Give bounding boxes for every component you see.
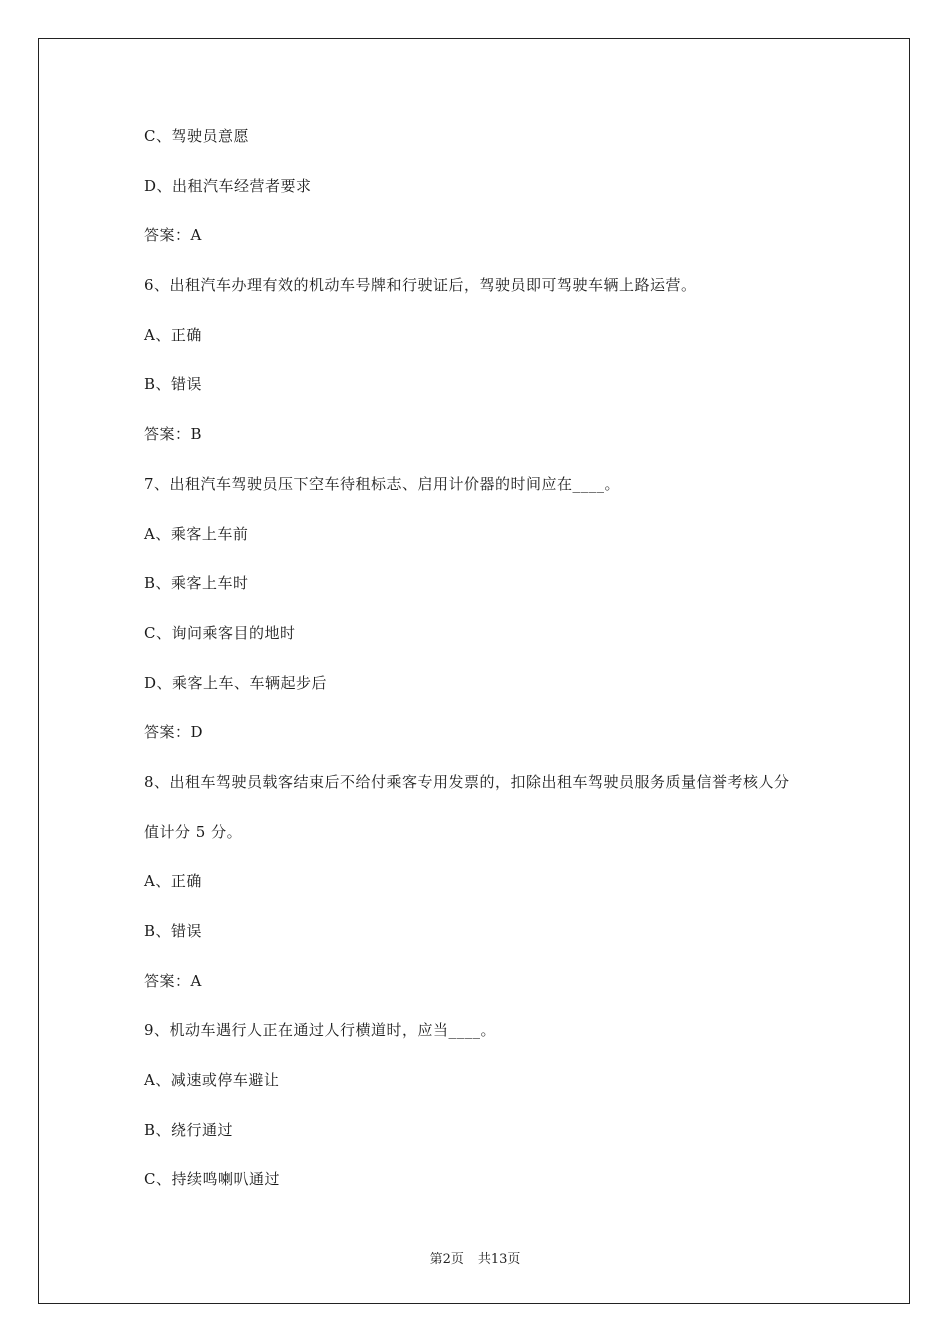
question-8-line1: 8、出租车驾驶员载客结束后不给付乘客专用发票的，扣除出租车驾驶员服务质量信誉考核人分 bbox=[144, 772, 790, 791]
option-a-q8: A、正确 bbox=[144, 872, 202, 891]
page-total: 共13页 bbox=[477, 1252, 521, 1267]
option-b-q7: B、乘客上车时 bbox=[144, 574, 249, 593]
question-9: 9、机动车遇行人正在通过人行横道时，应当____。 bbox=[144, 1021, 497, 1040]
answer-q5: 答案：A bbox=[144, 226, 202, 245]
option-a-q9: A、减速或停车避让 bbox=[144, 1071, 280, 1090]
question-6: 6、出租汽车办理有效的机动车号牌和行驶证后，驾驶员即可驾驶车辆上路运营。 bbox=[144, 276, 697, 295]
option-c-q9: C、持续鸣喇叭通过 bbox=[144, 1170, 280, 1189]
option-b-q9: B、绕行通过 bbox=[144, 1120, 234, 1139]
option-c-q7: C、询问乘客目的地时 bbox=[144, 623, 296, 642]
option-d-q5: D、出租汽车经营者要求 bbox=[144, 176, 312, 195]
document-body bbox=[144, 126, 844, 1219]
question-8-line2: 值计分 5 分。 bbox=[144, 822, 243, 841]
answer-q7: 答案：D bbox=[144, 723, 204, 742]
option-b-q6: B、错误 bbox=[144, 375, 203, 394]
question-7: 7、出租汽车驾驶员压下空车待租标志、启用计价器的时间应在____。 bbox=[144, 474, 621, 493]
page-footer bbox=[0, 1248, 950, 1267]
option-c-q5: C、驾驶员意愿 bbox=[144, 127, 249, 145]
option-d-q7: D、乘客上车、车辆起步后 bbox=[144, 673, 328, 692]
option-b-q8: B、错误 bbox=[144, 922, 203, 940]
answer-q6: 答案：B bbox=[144, 425, 203, 444]
answer-q8: 答案：A bbox=[144, 971, 202, 990]
page-number: 第2页 bbox=[429, 1252, 464, 1267]
option-a-q6: A、正确 bbox=[144, 325, 202, 344]
option-a-q7: A、乘客上车前 bbox=[144, 524, 249, 543]
